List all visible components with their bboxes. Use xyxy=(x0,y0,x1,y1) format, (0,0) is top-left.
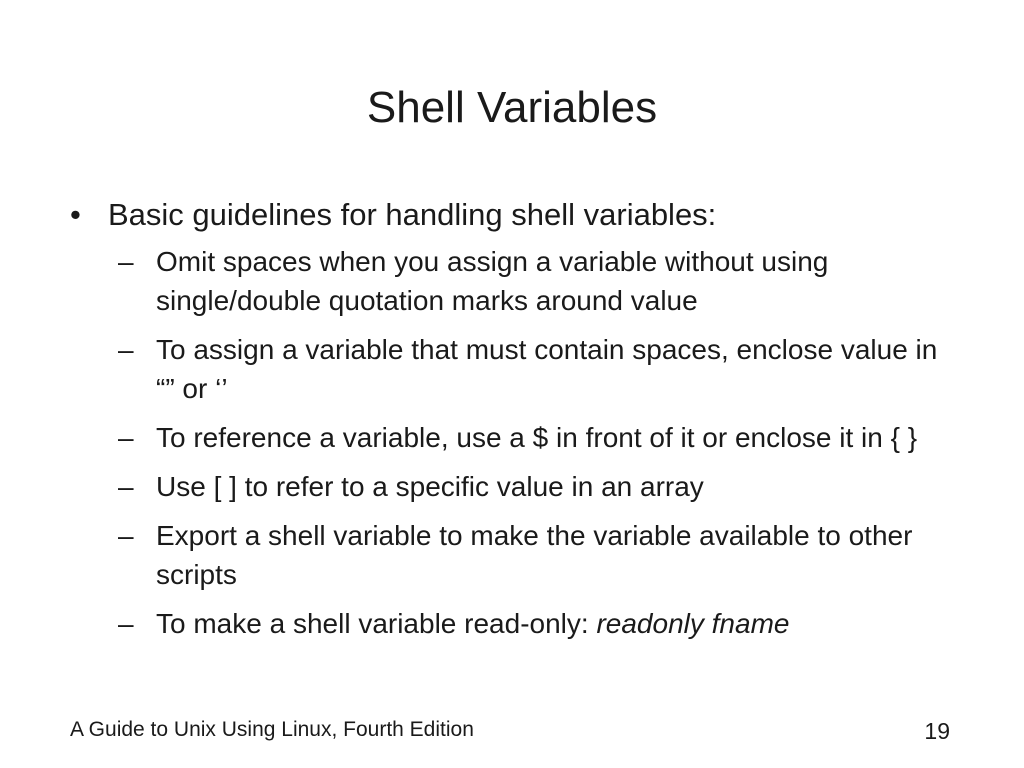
slide-content xyxy=(70,192,970,653)
sub-bullet-item xyxy=(116,418,970,457)
sub-bullet-text: Export a shell variable to make the variable available to other scripts xyxy=(156,520,913,590)
dash-marker: – xyxy=(118,471,134,502)
sub-bullet-text: To assign a variable that must contain spaces, enclose value in “” or ‘’ xyxy=(156,334,938,404)
sub-bullet-item xyxy=(116,242,970,320)
slide-title: Shell Variables xyxy=(366,83,658,132)
sub-bullet-item xyxy=(116,467,970,506)
sub-bullet-list xyxy=(70,242,970,643)
dash-marker: – xyxy=(118,334,134,365)
sub-bullet-text: Use [ ] to refer to a specific value in an array xyxy=(156,471,704,502)
dash-marker: – xyxy=(118,608,134,639)
command-example: readonly fname xyxy=(596,608,790,639)
sub-bullet-item xyxy=(116,516,970,594)
sub-bullet-label: To make a shell variable read-only: xyxy=(156,608,597,639)
sub-bullet-item xyxy=(116,330,970,408)
sub-bullet-text: To reference a variable, use a $ in front of it or enclose it in { } xyxy=(156,422,918,453)
footer-book-title: A Guide to Unix Using Linux, Fourth Edition xyxy=(70,718,474,741)
bullet-text: Basic guidelines for handling shell variables: xyxy=(108,197,717,232)
bullet-marker: • xyxy=(70,197,81,232)
dash-marker: – xyxy=(118,422,134,453)
sub-bullet-text: Omit spaces when you assign a variable without using single/double quotation marks around value xyxy=(156,246,829,316)
sub-bullet-item xyxy=(116,604,970,643)
dash-marker: – xyxy=(118,246,134,277)
sub-bullet-text xyxy=(156,604,956,643)
bullet-item xyxy=(70,192,970,238)
dash-marker: – xyxy=(118,520,134,551)
page-number: 19 xyxy=(924,718,950,744)
